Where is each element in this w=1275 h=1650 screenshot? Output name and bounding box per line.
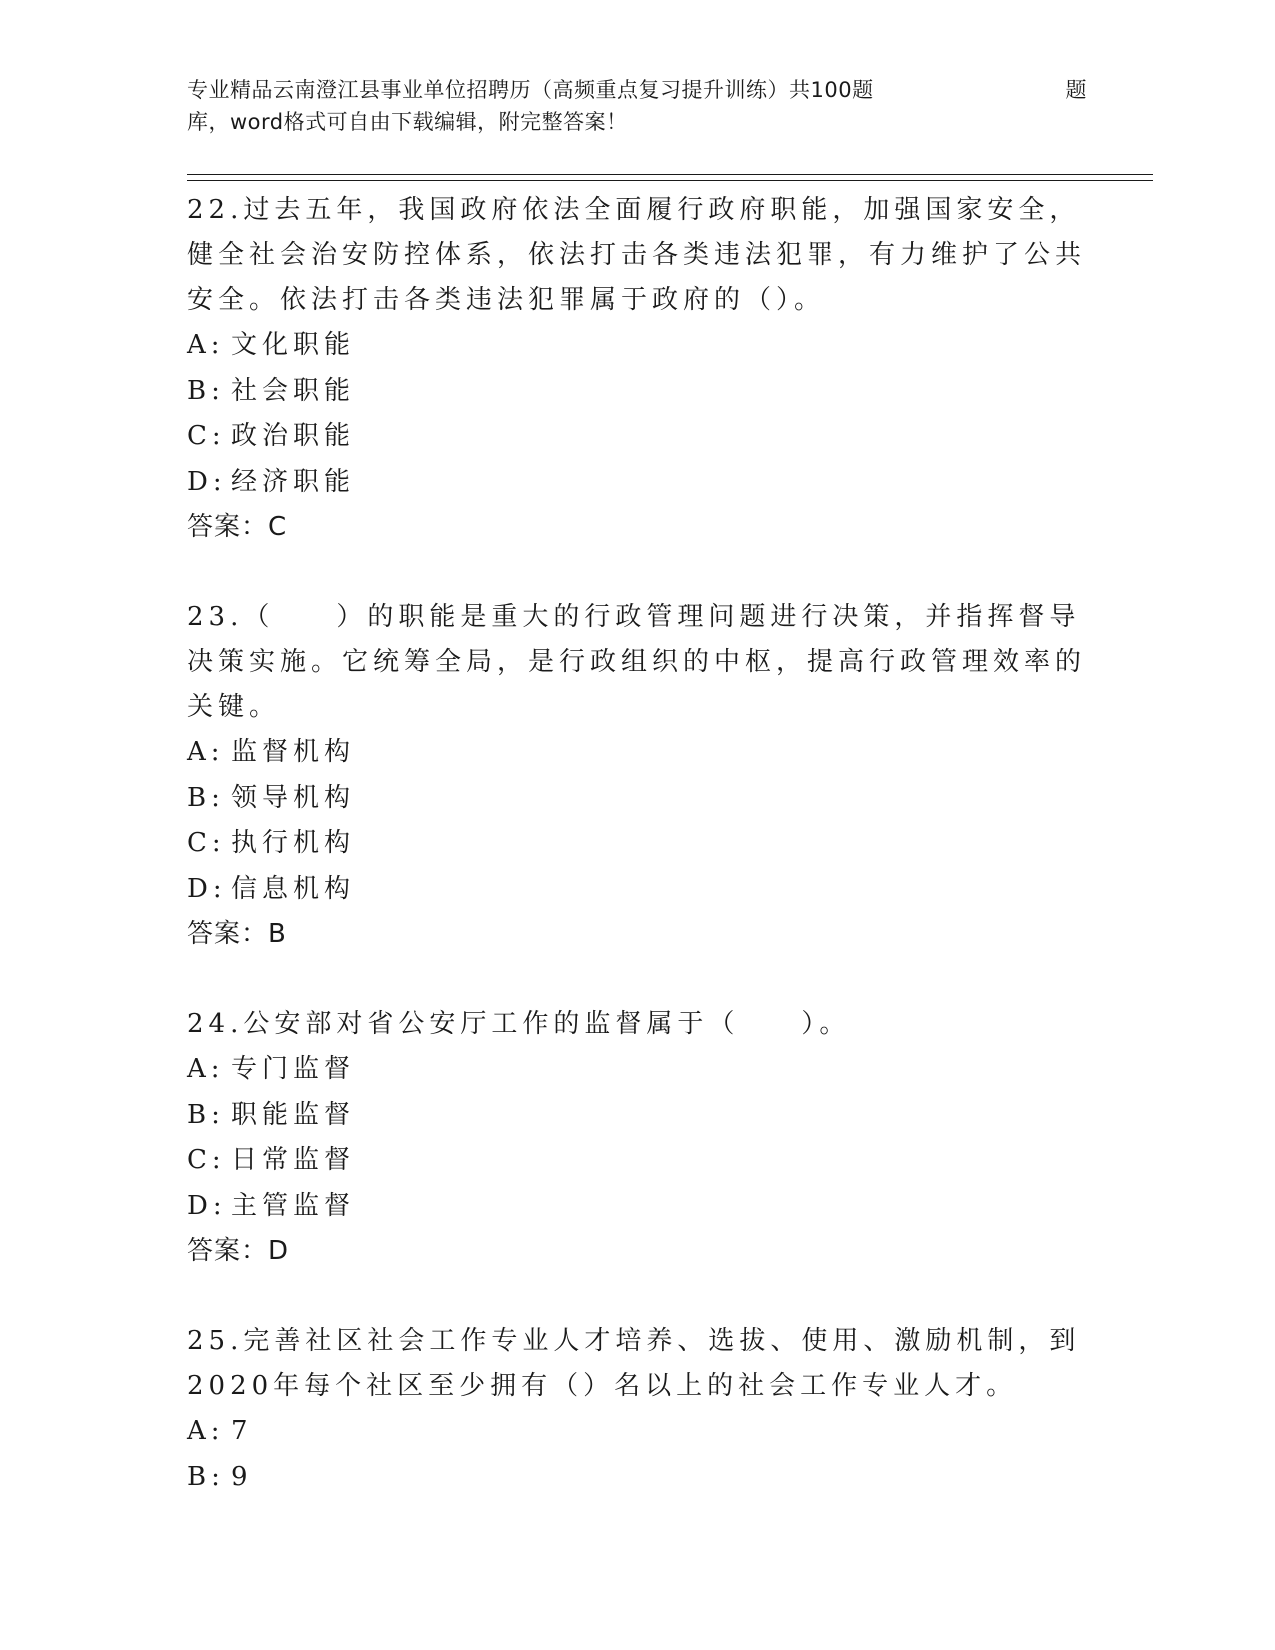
option-text: 领导机构 (231, 782, 356, 813)
answer-line: 答案：B (187, 919, 287, 949)
option-b (187, 369, 1087, 415)
option-text: 9 (231, 1461, 253, 1492)
option-text: 文化职能 (231, 330, 356, 360)
question-23 (187, 595, 1087, 957)
option-text: 社会职能 (231, 375, 356, 406)
question-25 (187, 1319, 1087, 1500)
option-letter: D: (187, 466, 227, 497)
option-d (187, 1184, 1087, 1230)
header-line-2: 库，word格式可自由下载编辑，附完整答案！ (187, 110, 628, 134)
option-letter: C: (187, 828, 226, 858)
option-letter: B: (187, 782, 225, 813)
option-letter: A: (187, 737, 225, 767)
option-letter: C: (187, 421, 226, 451)
option-letter: C: (187, 1145, 226, 1175)
option-d (187, 460, 1087, 506)
option-text: 政治职能 (231, 421, 356, 451)
question-24 (187, 1002, 1087, 1274)
option-a (187, 1047, 1087, 1093)
option-c (187, 1138, 1087, 1184)
option-text: 专门监督 (231, 1054, 356, 1084)
header-title: 专业精品云南澄江县事业单位招聘历（高频重点复习提升训练）共100题 (187, 78, 874, 102)
question-text: 24.公安部对省公安厅工作的监督属于（ ）。 (187, 1009, 851, 1039)
option-b (187, 776, 1087, 822)
document-header (187, 74, 1087, 138)
option-letter: A: (187, 1054, 225, 1084)
question-text: 22.过去五年，我国政府依法全面履行政府职能，加强国家安全，健全社会治安防控体系，依法打击各类违法犯罪，有力维护了公共安全。依法打击各类违法犯罪属于政府的（）。 (187, 195, 1087, 315)
answer-line: 答案：D (187, 1236, 290, 1266)
question-text: 23.（ ）的职能是重大的行政管理问题进行决策，并指挥督导决策实施。它统筹全局，是行政组织的中枢，提高行政管理效率的关键。 (187, 602, 1087, 722)
option-text: 经济职能 (231, 466, 356, 497)
option-text: 职能监督 (231, 1099, 356, 1130)
option-b (187, 1093, 1087, 1139)
header-divider-bottom (187, 180, 1153, 181)
option-a (187, 730, 1087, 776)
option-a (187, 1409, 1087, 1455)
question-22 (187, 188, 1087, 550)
option-c (187, 821, 1087, 867)
option-a (187, 323, 1087, 369)
option-text: 监督机构 (231, 737, 356, 767)
option-c (187, 414, 1087, 460)
answer-line: 答案：C (187, 512, 288, 542)
option-text: 7 (231, 1416, 253, 1446)
option-letter: B: (187, 1461, 225, 1492)
question-list (187, 188, 1087, 1500)
option-letter: B: (187, 1099, 225, 1130)
option-letter: D: (187, 873, 227, 904)
option-text: 日常监督 (231, 1145, 356, 1175)
option-b (187, 1455, 1087, 1501)
option-letter: D: (187, 1190, 227, 1221)
option-text: 执行机构 (231, 828, 356, 858)
option-letter: A: (187, 1416, 225, 1446)
option-letter: B: (187, 375, 225, 406)
question-text: 25.完善社区社会工作专业人才培养、选拔、使用、激励机制，到2020年每个社区至少拥有（）名以上的社会工作专业人才。 (187, 1326, 1081, 1401)
option-text: 信息机构 (231, 873, 356, 904)
option-letter: A: (187, 330, 225, 360)
header-divider-top (187, 174, 1153, 175)
header-line-1 (187, 74, 1087, 106)
option-d (187, 867, 1087, 913)
header-title-wrap: 题 (1065, 78, 1087, 102)
option-text: 主管监督 (231, 1190, 356, 1221)
